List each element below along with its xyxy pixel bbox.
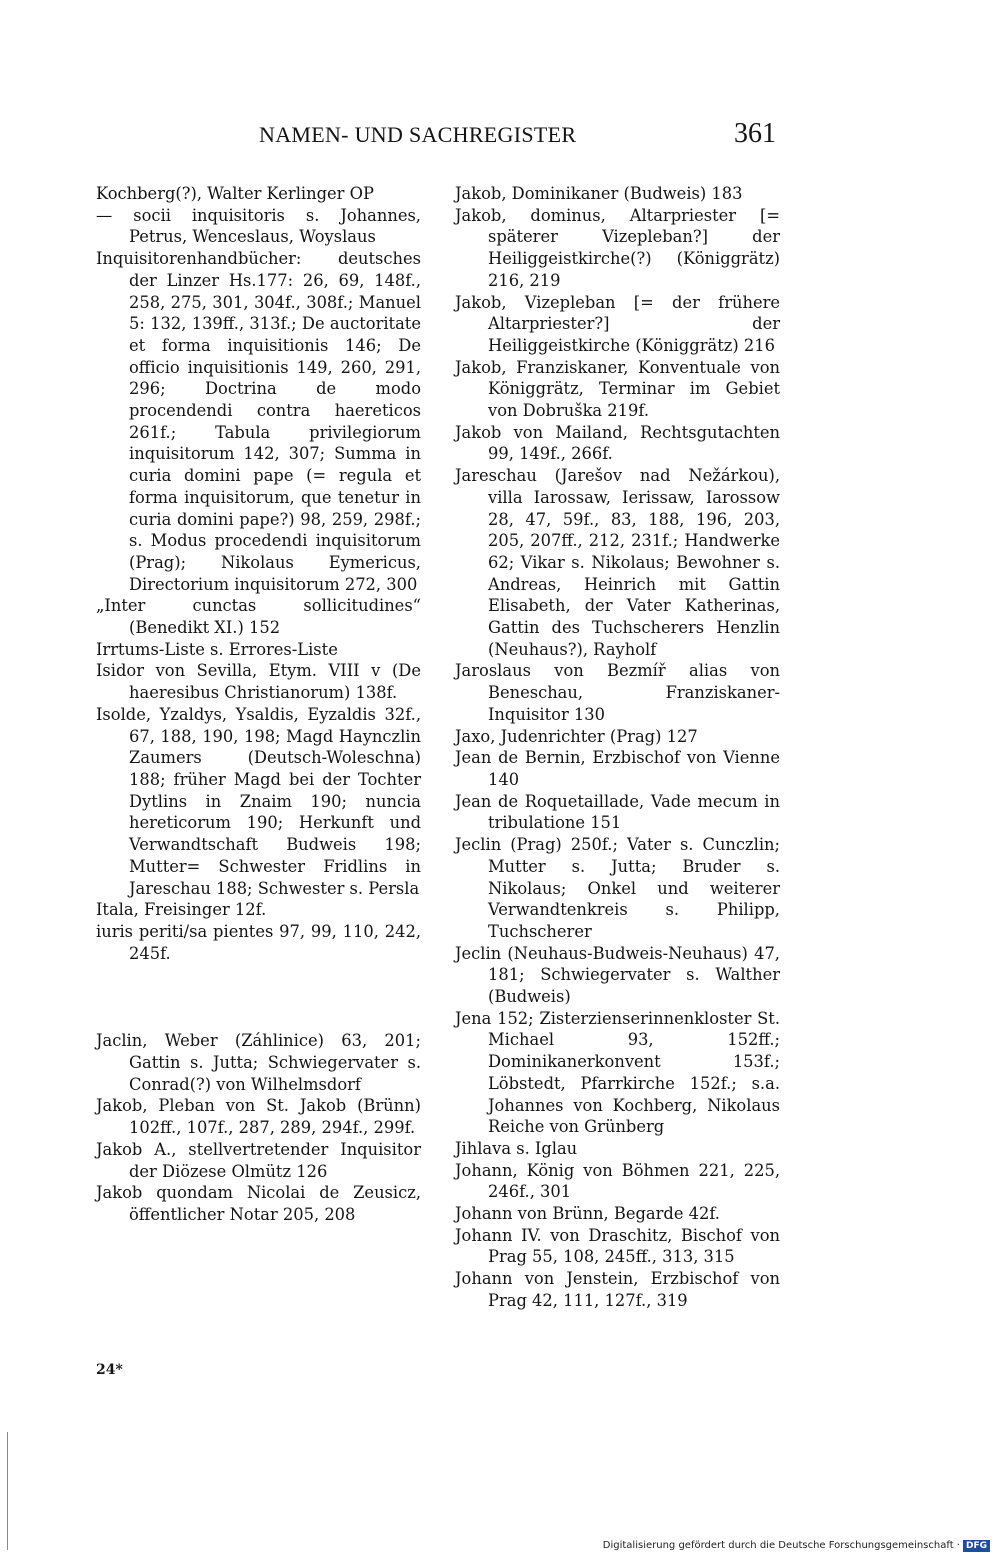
index-entry: Jakob quondam Nicolai de Zeusicz, öffentlicher Notar 205, 208 bbox=[96, 1183, 421, 1224]
index-entry: Jena 152; Zisterzienserinnenkloster St. Michael 93, 152ff.; Dominikanerkonvent 153f.; Löbstedt, Pfarrkirche 152f.; s.a. Johannes von Kochberg, Nikolaus Reiche von Grünberg bbox=[455, 1008, 780, 1137]
index-entry: Jean de Roquetaillade, Vade mecum in tribulatione 151 bbox=[455, 791, 780, 833]
index-entry: Johann von Brünn, Begarde 42f. bbox=[455, 1204, 720, 1224]
index-entry: „Inter cunctas sollicitudines“ (Benedikt XI.) 152 bbox=[96, 596, 421, 638]
index-entry: Johann, König von Böhmen 221, 225, 246f., 301 bbox=[455, 1160, 780, 1202]
dfg-logo: DFG bbox=[963, 1540, 990, 1552]
index-entry: Jakob, Vizepleban [= der frühere Altarpriester?] der Heiliggeistkirche (Königgrätz) 216 bbox=[455, 292, 780, 355]
index-entry: Jakob von Mailand, Rechtsgutachten 99, 149f., 266f. bbox=[455, 422, 780, 464]
index-entry: Jakob, Pleban von St. Jakob (Brünn) 102ff., 107f., 287, 289, 294f., 299f. bbox=[96, 1096, 421, 1138]
signature-mark: 24* bbox=[96, 1362, 123, 1378]
index-entry: iuris periti/sa pientes 97, 99, 110, 242, 245f. bbox=[96, 921, 421, 963]
index-entry: Itala, Freisinger 12f. bbox=[96, 900, 267, 920]
index-entry: Isidor von Sevilla, Etym. VIII v (De haeresibus Christianorum) 138f. bbox=[96, 661, 421, 703]
index-entry: Kochberg(?), Walter Kerlinger OP bbox=[96, 184, 374, 203]
index-entry: Jaclin, Weber (Záhlinice) 63, 201; Gattin s. Jutta; Schwiegervater s. Conrad(?) von Wilhelmsdorf bbox=[96, 1031, 421, 1094]
index-entry: Irrtums-Liste s. Errores-Liste bbox=[96, 639, 338, 659]
index-entry: Jeclin (Prag) 250f.; Vater s. Cunczlin; Mutter s. Jutta; Bruder s. Nikolaus; Onkel und weiterer Verwandtenkreis s. Philipp, Tuchscherer bbox=[455, 835, 780, 941]
index-entry: Johann von Jenstein, Erzbischof von Prag 42, 111, 127f., 319 bbox=[455, 1269, 780, 1310]
index-entry: Jakob, Franziskaner, Konventuale von Königgrätz, Terminar im Gebiet von Dobruška 219f. bbox=[455, 357, 780, 421]
index-entry: Jaroslaus von Bezmíř alias von Beneschau, Franziskaner-Inquisitor 130 bbox=[455, 661, 780, 724]
index-entry: Jaxo, Judenrichter (Prag) 127 bbox=[455, 726, 698, 746]
index-entry: Jihlava s. Iglau bbox=[455, 1138, 578, 1158]
running-title: NAMEN- UND SACHREGISTER bbox=[259, 122, 577, 147]
index-column-left bbox=[96, 183, 421, 1226]
index-column-right bbox=[455, 183, 780, 1312]
page-header bbox=[96, 118, 776, 156]
index-entry: Isolde, Yzaldys, Ysaldis, Eyzaldis 32f., 67, 188, 190, 198; Magd Haynczlin Zaumers (Deutsch-Woleschna) 188; früher Magd bei der Tochter Dytlins in Znaim 190; nuncia hereticorum 190; Herkunft und Verwandtschaft Budweis 198; Mutter= Schwester Fridlins in Jareschau 188; Schwester s. Persla bbox=[96, 704, 421, 898]
page-number: 361 bbox=[734, 118, 776, 149]
index-entry: Jeclin (Neuhaus-Budweis-Neuhaus) 47, 181; Schwiegervater s. Walther (Budweis) bbox=[455, 943, 780, 1007]
index-entry: Inquisitorenhandbücher: deutsches der Linzer Hs.177: 26, 69, 148f., 258, 275, 301, 304f., 308f.; Manuel 5: 132, 139ff., 313f.; De auctoritate et forma inquisitionis 146; De officio inquisitionis 149, 260, 291, 296; Doctrina de modo procendendi contra haereticos 261f.; Tabula privilegiorum inquisitorum 142, 307; Summa in curia domini pape (= regula et forma inquisitorum, que tenetur in curia domini pape?) 98, 259, 298f.; s. Modus procedendi inquisitorum (Prag); Nikolaus Eymericus, Directorium inquisitorum 272, 300 bbox=[96, 249, 421, 594]
index-entry: Johann IV. von Draschitz, Bischof von Prag 55, 108, 245ff., 313, 315 bbox=[455, 1225, 780, 1267]
funding-note: Digitalisierung gefördert durch die Deutsche Forschungsgemeinschaft · bbox=[602, 1540, 960, 1551]
index-entry: Jareschau (Jarešov nad Nežárkou), villa Iarossaw, Ierissaw, Iarossow 28, 47, 59f., 83, 188, 196, 203, 205, 207ff., 212, 231f.; Handwerke 62; Vikar s. Nikolaus; Bewohner s. Andreas, Heinrich mit Gattin Elisabeth, der Vater Katherinas, Gattin des Tuchscherers Henzlin (Neuhaus?), Rayholf bbox=[455, 466, 780, 659]
index-entry: Jakob, Dominikaner (Budweis) 183 bbox=[455, 184, 743, 203]
index-entry: Jean de Bernin, Erzbischof von Vienne 140 bbox=[455, 748, 780, 789]
index-entry: — socii inquisitoris s. Johannes, Petrus, Wenceslaus, Woyslaus bbox=[96, 205, 421, 247]
funding-footer bbox=[603, 1540, 990, 1552]
index-entry: Jakob A., stellvertretender Inquisitor der Diözese Olmütz 126 bbox=[96, 1139, 421, 1181]
scan-edge-line bbox=[7, 1432, 8, 1550]
index-entry: Jakob, dominus, Altarpriester [= späterer Vizepleban?] der Heiliggeistkirche(?) (Königgrätz) 216, 219 bbox=[455, 205, 780, 290]
section-gap bbox=[96, 964, 421, 1030]
